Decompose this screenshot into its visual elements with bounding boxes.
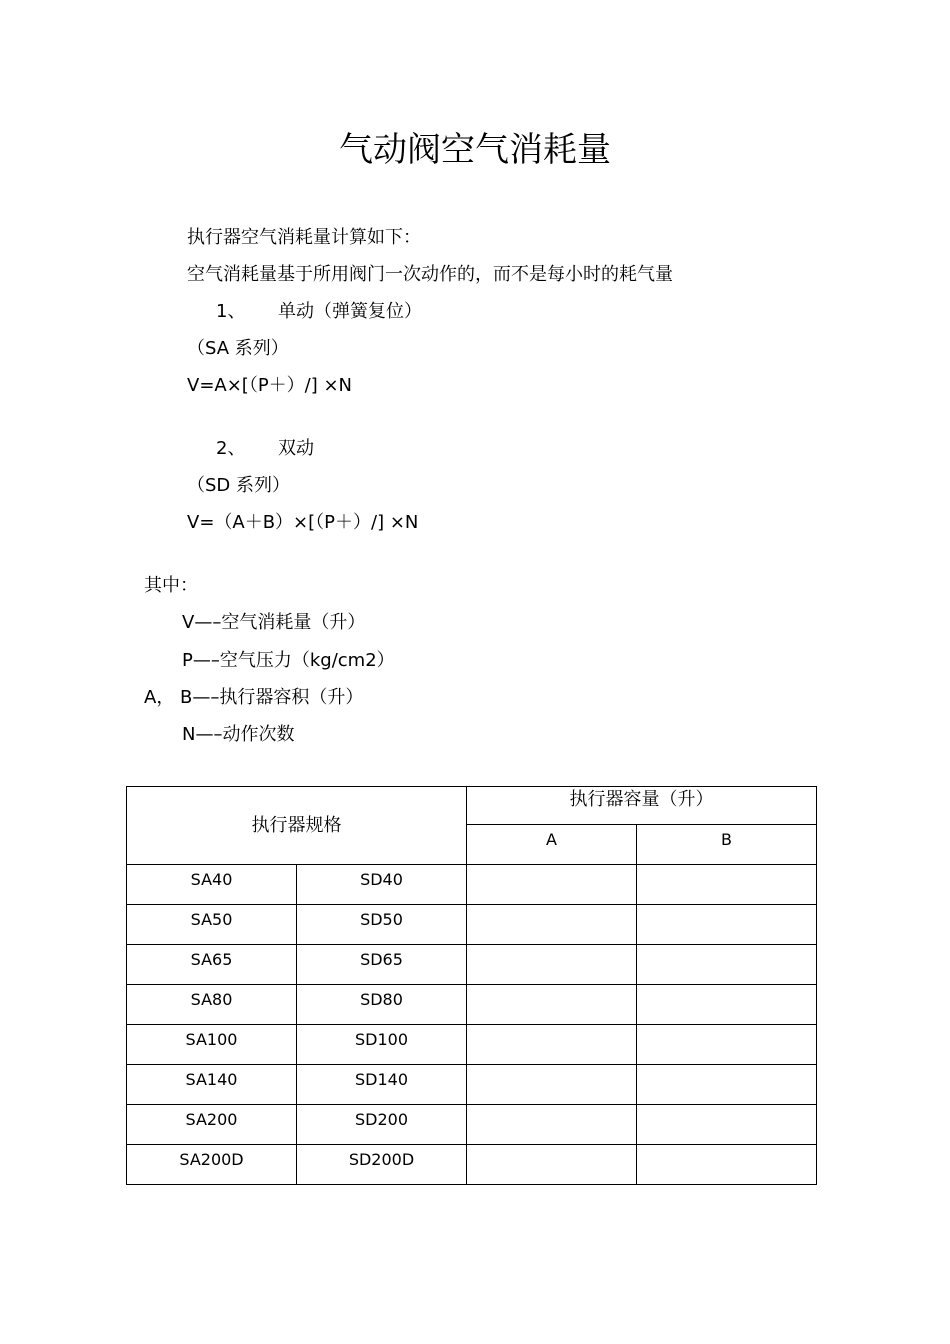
col-b-header: B	[637, 825, 817, 865]
case2-series: （SD 系列）	[187, 475, 291, 496]
case2-number: 2、	[216, 438, 246, 459]
a-cell	[467, 985, 637, 1025]
a-cell	[467, 1105, 637, 1145]
sa-cell: SA100	[127, 1025, 297, 1065]
sd-cell: SD200D	[297, 1145, 467, 1185]
sa-cell: SA50	[127, 905, 297, 945]
sa-cell: SA200D	[127, 1145, 297, 1185]
case2-label: 双动	[278, 438, 314, 459]
case1-number: 1、	[216, 301, 246, 322]
table-row	[127, 1145, 817, 1185]
b-cell	[637, 905, 817, 945]
table-row	[127, 1105, 817, 1145]
b-cell	[637, 865, 817, 905]
sd-cell: SD100	[297, 1025, 467, 1065]
sa-cell: SA40	[127, 865, 297, 905]
b-cell	[637, 1105, 817, 1145]
table-row	[127, 985, 817, 1025]
where-p: P—–空气压力（kg/cm2）	[182, 650, 395, 671]
where-heading: 其中：	[144, 575, 198, 596]
sa-cell: SA80	[127, 985, 297, 1025]
table-row	[127, 945, 817, 985]
sa-cell: SA65	[127, 945, 297, 985]
table-row	[127, 865, 817, 905]
case1-series: （SA 系列）	[187, 338, 289, 359]
intro-text: 执行器空气消耗量计算如下：	[187, 227, 421, 248]
where-ab: A， B—–执行器容积（升）	[144, 687, 364, 708]
b-cell	[637, 985, 817, 1025]
b-cell	[637, 1065, 817, 1105]
b-cell	[637, 945, 817, 985]
case2-heading	[216, 436, 314, 462]
sd-cell: SD65	[297, 945, 467, 985]
where-n: N—–动作次数	[182, 724, 295, 745]
a-cell	[467, 1145, 637, 1185]
a-cell	[467, 1065, 637, 1105]
a-cell	[467, 905, 637, 945]
sa-cell: SA140	[127, 1065, 297, 1105]
sd-cell: SD40	[297, 865, 467, 905]
b-cell	[637, 1025, 817, 1065]
capacity-header: 执行器容量（升）	[467, 787, 817, 825]
document-title: 气动阀空气消耗量	[339, 130, 611, 170]
table-row	[127, 1065, 817, 1105]
case2-formula: V=（A＋B）×[（P＋）/] ×N	[187, 512, 419, 533]
sd-cell: SD50	[297, 905, 467, 945]
capacity-table	[126, 786, 817, 1185]
spec-header: 执行器规格	[127, 787, 467, 865]
table-row	[127, 905, 817, 945]
case1-label: 单动（弹簧复位）	[278, 301, 422, 322]
sd-cell: SD80	[297, 985, 467, 1025]
a-cell	[467, 945, 637, 985]
where-v: V—–空气消耗量（升）	[182, 612, 366, 633]
a-cell	[467, 865, 637, 905]
sa-cell: SA200	[127, 1105, 297, 1145]
sd-cell: SD200	[297, 1105, 467, 1145]
case1-heading	[216, 299, 422, 325]
col-a-header: A	[467, 825, 637, 865]
table-header-row	[127, 787, 817, 825]
table-row	[127, 1025, 817, 1065]
b-cell	[637, 1145, 817, 1185]
case1-formula: V=A×[（P＋）/] ×N	[187, 375, 353, 396]
a-cell	[467, 1025, 637, 1065]
sd-cell: SD140	[297, 1065, 467, 1105]
basis-text: 空气消耗量基于所用阀门一次动作的，而不是每小时的耗气量	[187, 264, 673, 285]
